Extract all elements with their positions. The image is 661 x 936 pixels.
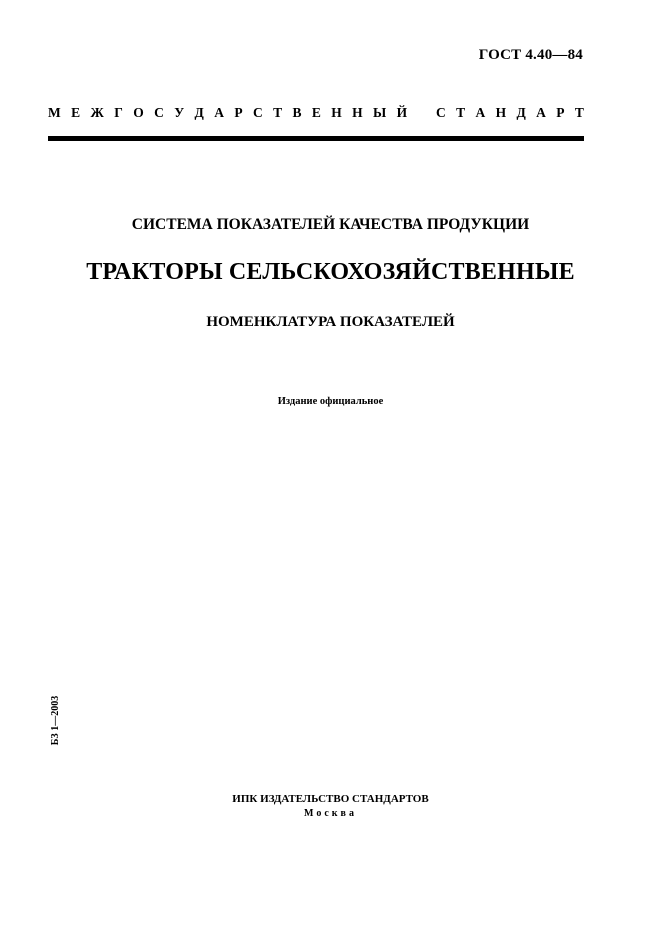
edition-label: Издание официальное — [277, 396, 384, 407]
header-letter: Е — [311, 105, 321, 120]
header-letter: Д — [194, 105, 204, 120]
header-letter: С — [154, 105, 164, 120]
header-letter: Т — [574, 105, 584, 120]
header-letter: Ж — [90, 105, 104, 120]
header-rule — [48, 136, 584, 141]
header-letter: Н — [352, 105, 363, 120]
header-letter: Т — [273, 105, 283, 120]
header-letter: В — [292, 105, 302, 120]
header-letter: А — [214, 105, 224, 120]
publisher-name: ИПК ИЗДАТЕЛЬСТВО СТАНДАРТОВ — [232, 793, 429, 805]
header-letter: Н — [495, 105, 507, 120]
header-letter: А — [536, 105, 546, 120]
header-letter: А — [475, 105, 486, 120]
side-mark — [44, 692, 68, 748]
header-letter: Г — [114, 105, 123, 120]
header-letter: Т — [456, 105, 466, 120]
header-letter: Р — [556, 105, 565, 120]
publisher-city: Москва — [304, 808, 357, 819]
header-letter: Ы — [373, 105, 387, 120]
header-word-gap — [418, 105, 426, 121]
header-letter: Е — [71, 105, 81, 120]
document-code: ГОСТ 4.40—84 — [478, 47, 583, 63]
header-letter: С — [252, 105, 263, 120]
main-title: ТРАКТОРЫ СЕЛЬСКОХОЗЯЙСТВЕННЫЕ — [86, 259, 575, 285]
header-letter: С — [435, 105, 446, 120]
header-letter: М — [48, 105, 61, 120]
interstate-standard-header — [48, 105, 584, 121]
header-letter: Й — [396, 105, 408, 120]
sub-title: НОМЕНКЛАТУРА ПОКАЗАТЕЛЕЙ — [206, 314, 455, 330]
side-mark-text: БЗ 1—2003 — [50, 695, 62, 745]
header-letter: Н — [331, 105, 342, 120]
header-letter: Д — [516, 105, 526, 120]
header-letter: О — [133, 105, 144, 120]
header-letter: У — [174, 105, 185, 120]
system-title: СИСТЕМА ПОКАЗАТЕЛЕЙ КАЧЕСТВА ПРОДУКЦИИ — [131, 216, 530, 233]
header-letter: Р — [234, 105, 243, 120]
